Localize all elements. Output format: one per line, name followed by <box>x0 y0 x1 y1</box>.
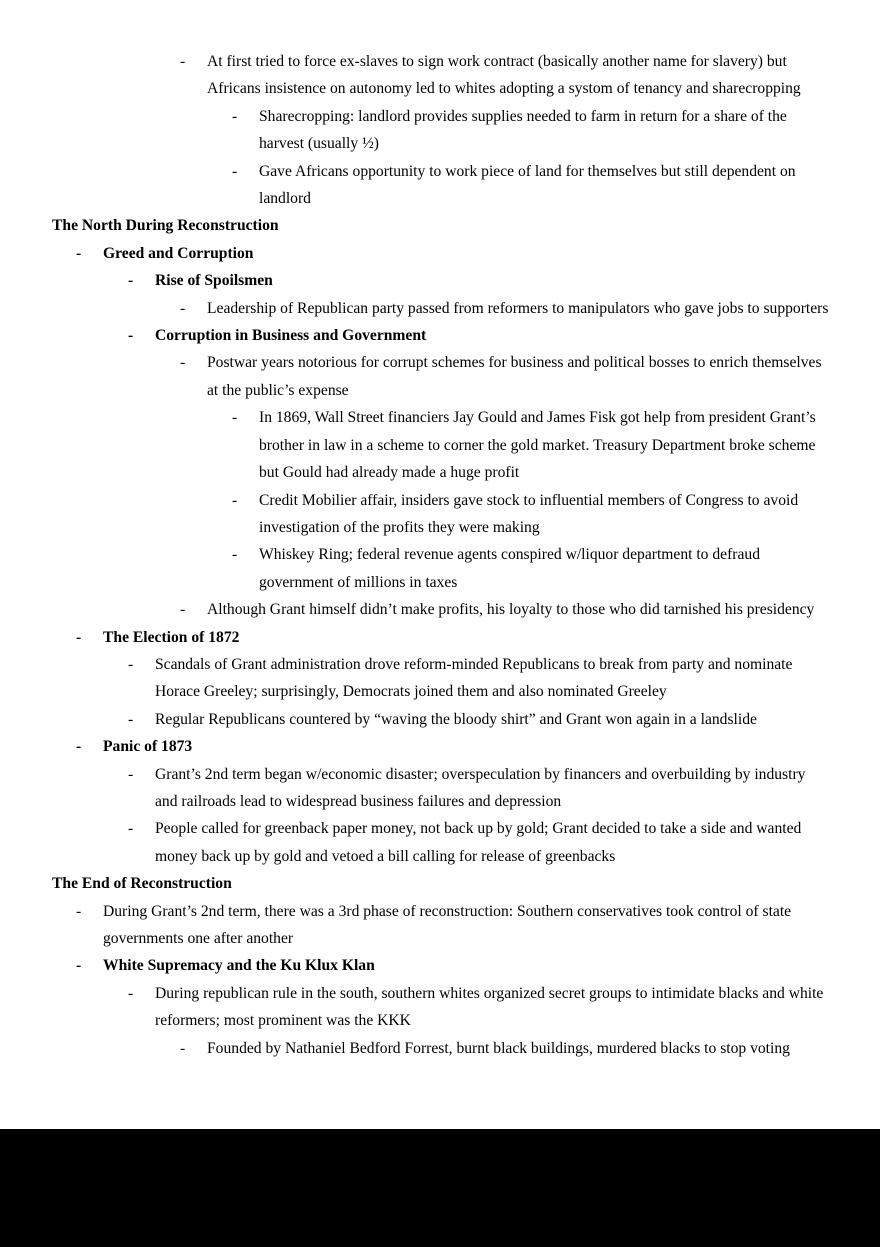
bullet-dash: - <box>180 1039 186 1057</box>
note-item <box>180 349 830 404</box>
bullet-dash: - <box>76 738 82 756</box>
bullet-dash: - <box>232 409 238 427</box>
bullet-dash: - <box>76 957 82 975</box>
bullet-dash: - <box>76 902 82 920</box>
note-text: White Supremacy and the Ku Klux Klan <box>103 957 375 975</box>
bullet-dash: - <box>180 354 186 372</box>
bullet-dash: - <box>232 162 238 180</box>
heading-text: The North During Reconstruction <box>52 217 279 235</box>
section-heading-north-during-reconstruction <box>52 212 830 239</box>
note-item <box>128 706 830 733</box>
note-text: During republican rule in the south, southern whites organized secret groups to intimidate blacks and white reformers; most prominent was the KKK <box>155 984 824 1030</box>
note-item-heading <box>76 952 830 979</box>
bullet-dash: - <box>128 984 134 1002</box>
note-item-heading <box>128 322 830 349</box>
note-item <box>180 1035 830 1062</box>
page-end-black-bar <box>0 1129 880 1247</box>
note-text: Sharecropping: landlord provides supplies needed to farm in return for a share of the harvest (usually ½) <box>259 107 787 153</box>
note-text: Founded by Nathaniel Bedford Forrest, burnt black buildings, murdered blacks to stop voting <box>207 1039 790 1057</box>
heading-text: The End of Reconstruction <box>52 875 232 893</box>
note-item-heading <box>128 267 830 294</box>
note-text: Corruption in Business and Government <box>155 327 427 345</box>
note-text: Panic of 1873 <box>103 738 193 756</box>
note-text: Credit Mobilier affair, insiders gave stock to influential members of Congress to avoid investigation of the profits they were making <box>259 491 799 536</box>
note-item-heading <box>76 733 830 760</box>
note-item <box>180 48 830 103</box>
note-item-heading <box>76 240 830 267</box>
note-text: Although Grant himself didn’t make profits, his loyalty to those who did tarnished his presidency <box>207 601 815 619</box>
note-item <box>180 596 830 623</box>
note-text: Leadership of Republican party passed from reformers to manipulators who gave jobs to supporters <box>207 299 829 317</box>
bullet-dash: - <box>180 299 186 317</box>
note-text: Regular Republicans countered by “waving the bloody shirt” and Grant won again in a landslide <box>155 710 757 728</box>
note-text: In 1869, Wall Street financiers Jay Gould and James Fisk got help from president Grant’s brother in law in a scheme to corner the gold market. Treasury Department broke scheme but Gould had already made a huge profit <box>259 409 816 482</box>
note-text: Gave Africans opportunity to work piece of land for themselves but still dependent on landlord <box>259 162 796 208</box>
note-text: Grant’s 2nd term began w/economic disaster; overspeculation by financers and overbuilding by industry and railroads lead to widespread business failures and depression <box>155 765 806 810</box>
note-text: People called for greenback paper money, not back up by gold; Grant decided to take a side and wanted money back up by gold and vetoed a bill calling for release of greenbacks <box>155 820 802 865</box>
note-item <box>128 651 830 706</box>
note-item <box>232 404 830 486</box>
bullet-dash: - <box>128 327 134 345</box>
note-text: Scandals of Grant administration drove reform-minded Republicans to break from party and nominate Horace Greeley; surprisingly, Democrats joined them and also nominated Greeley <box>155 655 793 701</box>
note-item <box>180 295 830 322</box>
note-text: The Election of 1872 <box>103 628 240 646</box>
note-text: Whiskey Ring; federal revenue agents conspired w/liquor department to defraud government of millions in taxes <box>259 546 760 591</box>
note-text: At first tried to force ex-slaves to sign work contract (basically another name for slavery) but Africans insistence on autonomy led to whites adopting a systom of tenancy and sharecropping <box>207 53 801 98</box>
bullet-dash: - <box>232 546 238 564</box>
note-item <box>232 103 830 158</box>
note-text: During Grant’s 2nd term, there was a 3rd phase of reconstruction: Southern conservatives took control of state governments one after another <box>103 902 792 947</box>
bullet-dash: - <box>128 765 134 783</box>
bullet-dash: - <box>232 491 238 509</box>
bullet-dash: - <box>76 628 82 646</box>
note-item-heading <box>76 624 830 651</box>
bullet-dash: - <box>128 820 134 838</box>
note-text: Postwar years notorious for corrupt schemes for business and political bosses to enrich themselves at the public’s expense <box>207 354 822 399</box>
note-item <box>232 487 830 542</box>
note-item <box>128 761 830 816</box>
note-text: Rise of Spoilsmen <box>155 272 273 290</box>
bullet-dash: - <box>128 655 134 673</box>
bullet-dash: - <box>128 272 134 290</box>
bullet-dash: - <box>232 107 238 125</box>
note-item <box>232 541 830 596</box>
section-heading-end-of-reconstruction <box>52 870 830 897</box>
bullet-dash: - <box>180 53 186 70</box>
note-item <box>128 815 830 870</box>
bullet-dash: - <box>128 710 134 728</box>
bullet-dash: - <box>180 601 186 619</box>
note-item <box>128 980 830 1035</box>
note-item <box>232 158 830 213</box>
note-text: Greed and Corruption <box>103 244 254 262</box>
bullet-dash: - <box>76 244 82 262</box>
note-item <box>76 898 830 953</box>
